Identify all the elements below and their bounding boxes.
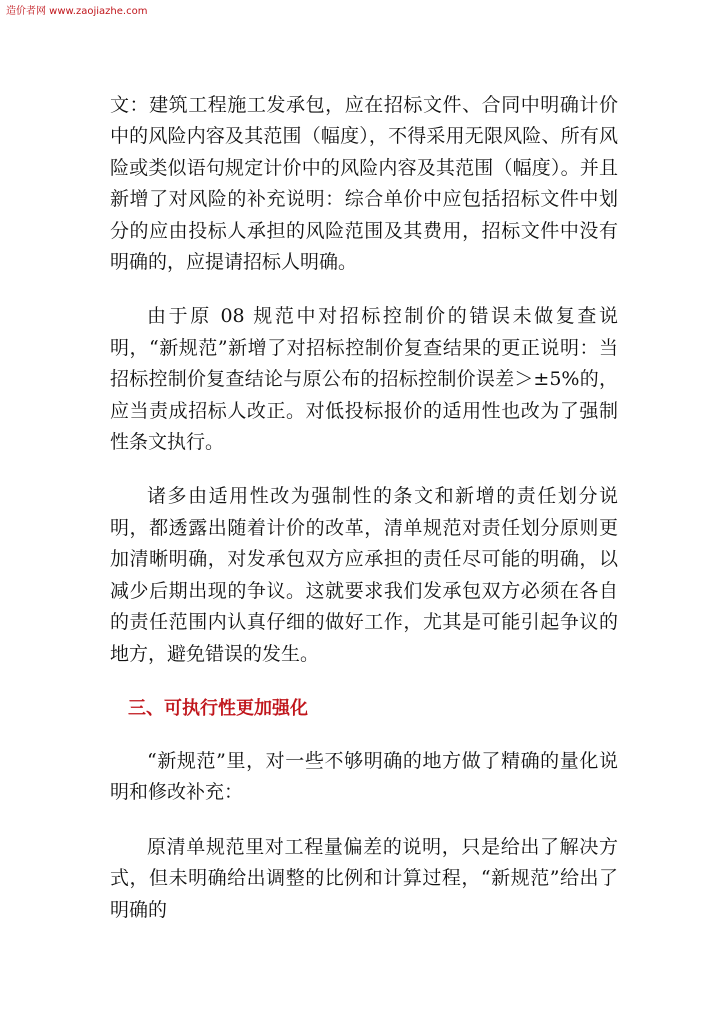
- site-watermark: 造价者网 www.zaojiazhe.com: [6, 6, 148, 17]
- paragraph-quantity-deviation: 原清单规范里对工程量偏差的说明，只是给出了解决方式，但未明确给出调整的比例和计算过程，“新规范”给出了明确的: [110, 835, 618, 921]
- document-body: [110, 90, 618, 926]
- paragraph-quantification-intro: “新规范”里，对一些不够明确的地方做了精确的量化说明和修改补充：: [110, 749, 618, 804]
- paragraph-control-price-review: 由于原 08 规范中对招标控制价的错误未做复查说明，“新规范”新增了对招标控制价复查结果的更正说明：当招标控制价复查结论与原公布的招标控制价误差＞±5%的，应当责成招标人改正。对低投标报价的适用性也改为了强制性条文执行。: [110, 305, 618, 454]
- paragraph-responsibility-division: 诸多由适用性改为强制性的条文和新增的责任划分说明，都透露出随着计价的改革，清单规范对责任划分原则更加清晰明确，对发承包双方应承担的责任尽可能的明确，以减少后期出现的争议。这就要求我们发承包双方必须在各自的责任范围内认真仔细的做好工作，尤其是可能引起争议的地方，避免错误的发生。: [110, 485, 618, 665]
- section-heading-enforceability: 三、可执行性更加强化: [128, 697, 308, 719]
- paragraph-risk-scope: 文：建筑工程施工发承包，应在招标文件、合同中明确计价中的风险内容及其范围（幅度），不得采用无限风险、所有风险或类似语句规定计价中的风险内容及其范围（幅度）。并且新增了对风险的补充说明：综合单价中应包括招标文件中划分的应由投标人承担的风险范围及其费用，招标文件中没有明确的，应提请招标人明确。: [110, 94, 618, 274]
